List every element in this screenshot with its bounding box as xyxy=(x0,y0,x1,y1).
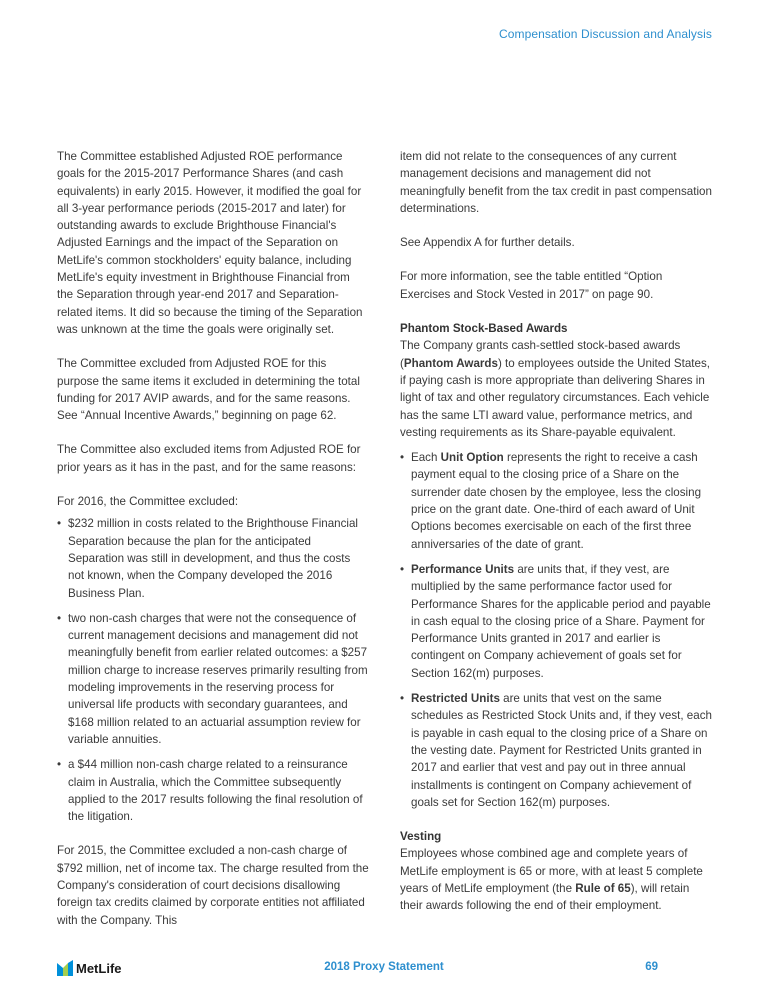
list-item-restricted-units xyxy=(400,690,712,811)
text: are units that, if they vest, are multiplied by the same performance factor used for Performance Shares for the applicable period and payable in cash equal to the closing price of a Share. Payment for Performance Units granted in 2017 and earlier is contingent on Company achievement of goals set for Section 162(m) purposes. xyxy=(411,562,711,680)
right-column xyxy=(400,148,712,932)
term: Phantom Awards xyxy=(403,356,498,370)
page-number: 69 xyxy=(645,961,658,973)
term: Performance Units xyxy=(411,562,515,576)
text: ), will retain their awards following the end of their employment. xyxy=(400,881,690,913)
text: Each xyxy=(411,451,441,465)
paragraph: The Committee also excluded items from Adjusted ROE for prior years as it has in the past, and for the same reasons: xyxy=(57,443,361,474)
document-title: 2018 Proxy Statement xyxy=(324,961,444,973)
term: Rule of 65 xyxy=(575,881,631,895)
phantom-awards-paragraph xyxy=(400,337,712,441)
phantom-awards-heading: Phantom Stock-Based Awards xyxy=(400,322,568,336)
text: ) to employees outside the United States, if paying cash is more appropriate than delivering Shares in light of tax and other regulatory circumstances. Each vehicle has the same LTI award value, performance metrics, and vesting requirements as its Share-payable equivalent. xyxy=(400,356,710,439)
text: The Company grants cash-settled stock-based awards ( xyxy=(400,339,681,370)
page-footer xyxy=(0,958,768,980)
term: Restricted Units xyxy=(411,692,500,706)
list-item-performance-units xyxy=(400,561,712,682)
paragraph: See Appendix A for further details. xyxy=(400,236,575,250)
text: are units that vest on the same schedules as Restricted Stock Units and, if they vest, each is payable in cash equal to the closing price of a Share on the vesting date. Payment for Restricted Units granted in 2017 and earlier that vest and pay out in three annual installments is contingent on Company achievement of goals set for Section 162(m) purposes. xyxy=(411,692,712,809)
paragraph: The Committee excluded from Adjusted ROE for this purpose the same items it excluded in determining the total funding for 2017 AVIP awards, and for the same reasons. See “Annual Incentive Awards,” beginning on page 62. xyxy=(57,357,360,423)
list-item-unit-option xyxy=(400,449,712,553)
vesting-heading: Vesting xyxy=(400,830,442,844)
left-column xyxy=(57,148,369,946)
phantom-vehicles-list xyxy=(400,449,712,811)
paragraph: For 2016, the Committee excluded: xyxy=(57,495,239,509)
list-item: • $232 million in costs related to the Brighthouse Financial Separation because the plan for the anticipated Separation was still in development, and thus the costs not known, when the Company developed the 2016 Business Plan. xyxy=(57,515,369,601)
section-header-title: Compensation Discussion and Analysis xyxy=(498,27,712,41)
paragraph: The Committee established Adjusted ROE performance goals for the 2015-2017 Performance Shares (and cash equivalents) in early 2015. However, it modified the goal for all 3-year performance periods (2015-2017 and later) for outstanding awards to exclude Brighthouse Financial's Adjusted Earnings and the impact of the Separation on MetLife's common stockholders' equity balance, including MetLife's equity investment in Brighthouse Financial from the Separation through year-end 2017 and Separation-related items. It did so because the timing of the Separation was unknown at the time the goals were originally set. xyxy=(57,150,363,336)
exclusions-2016-list xyxy=(57,515,369,825)
paragraph: For 2015, the Committee excluded a non-cash charge of $792 million, net of income tax. The charge resulted from the Company's consideration of court decisions disallowing foreign tax credits claimed by corporate entities not affiliated with the Company. This xyxy=(57,844,369,927)
text: Employees whose combined age and complete years of MetLife employment is 65 or more, with at least 5 complete years of MetLife employment (the xyxy=(400,847,703,895)
logo-text: MetLife xyxy=(76,960,122,976)
text: represents the right to receive a cash payment equal to the closing price of a Share on the surrender date chosen by the employee, less the closing price on the grant date. One-third of each award of Unit Options becomes exercisable on each of the first three anniversaries of the date of grant. xyxy=(411,451,702,551)
paragraph: For more information, see the table entitled “Option Exercises and Stock Vested in 2017” on page 90. xyxy=(400,270,663,301)
term: Unit Option xyxy=(440,451,504,465)
list-item: • two non-cash charges that were not the consequence of current management decisions and management did not meaningfully benefit from earlier related outcomes: a $257 million charge to increase reserves primarily resulting from modeling improvements in the reserving process for universal life products with secondary guarantees, and $168 million related to an actuarial assumption review for variable annuities. xyxy=(57,610,369,748)
paragraph: item did not relate to the consequences of any current management decisions and management did not meaningfully benefit from the tax credit in past compensation determinations. xyxy=(400,150,712,215)
vesting-paragraph xyxy=(400,845,712,914)
list-item: • a $44 million non-cash charge related to a reinsurance claim in Australia, which the Committee subsequently applied to the 2017 results following the final resolution of the litigation. xyxy=(57,756,369,825)
